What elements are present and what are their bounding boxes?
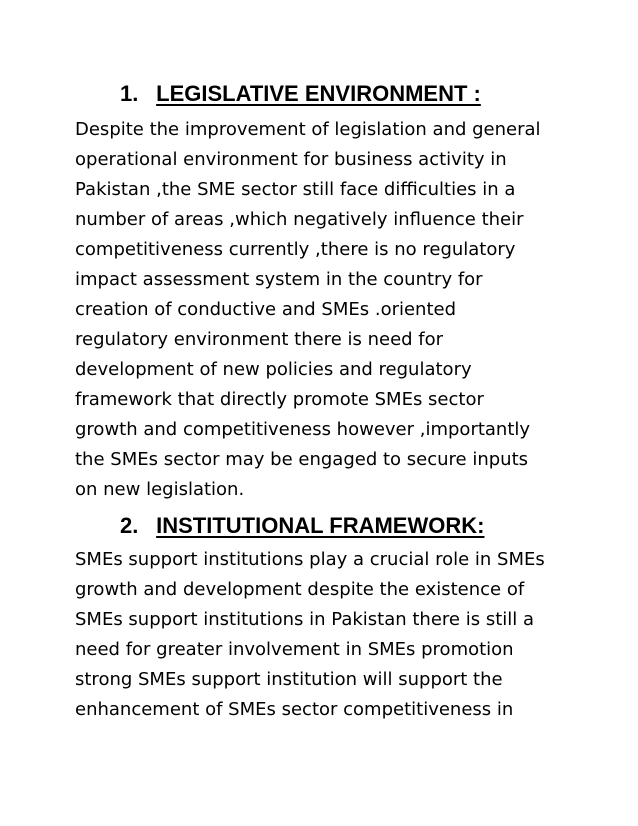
paragraph-line: development of new policies and regulatory: [75, 359, 472, 380]
paragraph-line: competitiveness currently ,there is no regulatory: [75, 239, 516, 260]
paragraph-line: impact assessment system in the country for: [75, 269, 483, 290]
section-1-heading: [120, 80, 481, 108]
paragraph-line: framework that directly promote SMEs sector: [75, 389, 484, 410]
paragraph-line: operational environment for business activity in: [75, 149, 507, 170]
section-1-number: 1.: [120, 81, 139, 106]
paragraph-line: SMEs support institutions play a crucial role in SMEs: [75, 549, 545, 570]
paragraph-line: creation of conductive and SMEs .oriented: [75, 299, 457, 320]
paragraph-line: need for greater involvement in SMEs promotion: [75, 639, 514, 660]
section-1-paragraph: [75, 115, 575, 505]
paragraph-line: growth and development despite the existence of: [75, 579, 525, 600]
section-2-number: 2.: [120, 513, 139, 538]
section-2-heading: [120, 512, 484, 540]
paragraph-line: growth and competitiveness however ,importantly: [75, 419, 531, 440]
section-2-title: INSTITUTIONAL FRAMEWORK:: [156, 513, 485, 538]
paragraph-line: Pakistan ,the SME sector still face difficulties in a: [75, 179, 516, 200]
paragraph-line: Despite the improvement of legislation and general: [75, 119, 541, 140]
paragraph-line: strong SMEs support institution will support the: [75, 669, 503, 690]
paragraph-line: enhancement of SMEs sector competitiveness in: [75, 699, 514, 720]
paragraph-line: on new legislation.: [75, 479, 245, 500]
section-2-paragraph: [75, 545, 575, 725]
paragraph-line: number of areas ,which negatively influence their: [75, 209, 524, 230]
paragraph-line: regulatory environment there is need for: [75, 329, 444, 350]
paragraph-line: SMEs support institutions in Pakistan there is still a: [75, 609, 535, 630]
paragraph-line: the SMEs sector may be engaged to secure inputs: [75, 449, 529, 470]
section-1-title: LEGISLATIVE ENVIRONMENT :: [156, 81, 481, 106]
